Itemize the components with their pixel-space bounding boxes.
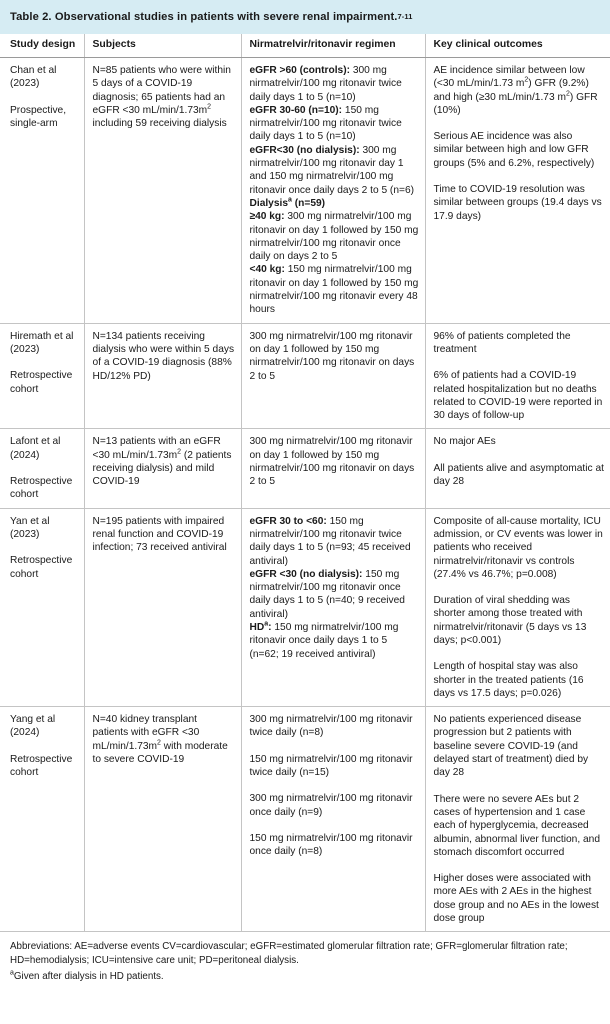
superscript: a bbox=[10, 969, 14, 977]
regimen-label: : bbox=[268, 621, 272, 633]
outcome-item: No major AEs bbox=[433, 436, 496, 448]
subjects-text: including 59 receiving dialysis bbox=[92, 118, 227, 130]
regimen-item bbox=[250, 64, 419, 104]
outcome-item: 96% of patients completed the treatment bbox=[433, 330, 571, 355]
subjects-text: N=85 patients who were within 5 days of a COVID-19 diagnosis; 65 patients had an eGFR <30 mL/min/1.73m bbox=[92, 65, 231, 116]
subjects-cell: N=195 patients with impaired renal function and COVID-19 infection; 73 received antiviral bbox=[84, 508, 241, 707]
regimen-label: eGFR <30 (no dialysis): bbox=[249, 568, 363, 580]
outcomes-cell bbox=[425, 707, 610, 932]
outcome-item: Composite of all-cause mortality, ICU admission, or CV events was lower in patients who received nirmatrelvir/ritonavir vs controls (27.4% vs 46.7%; p=0.008) bbox=[433, 515, 603, 580]
header-study-design: Study design bbox=[0, 34, 84, 58]
outcome-text: AE incidence similar between low (<30 mL/min/1.73 m bbox=[433, 65, 585, 90]
regimen-label: eGFR<30 (no dialysis): bbox=[249, 144, 360, 156]
table-footer bbox=[0, 932, 610, 983]
study-name: Lafont et al (2024) bbox=[10, 436, 61, 461]
regimen-label: eGFR 30 to <60: bbox=[249, 515, 327, 527]
header-subjects: Subjects bbox=[84, 34, 241, 58]
regimen-text: 300 mg nirmatrelvir/100 mg ritonavir on day 1 followed by 150 mg nirmatrelvir/100 mg ritonavir once daily on days 2 to 5 bbox=[249, 211, 419, 263]
outcome-item: Duration of viral shedding was shorter among those treated with nirmatrelvir/ritonavir (5 days vs 13 days; p<0.001) bbox=[433, 595, 587, 646]
header-outcomes: Key clinical outcomes bbox=[425, 34, 610, 58]
regimen-cell: 300 mg nirmatrelvir/100 mg ritonavir on day 1 followed by 150 mg nirmatrelvir/100 mg ritonavir on days 2 to 5 bbox=[241, 429, 425, 508]
regimen-item bbox=[250, 568, 419, 621]
regimen-item: 300 mg nirmatrelvir/100 mg ritonavir once daily (n=9) bbox=[249, 793, 413, 818]
subjects-text: with moderate to severe COVID-19 bbox=[92, 740, 228, 766]
regimen-item bbox=[250, 515, 419, 568]
header-regimen: Nirmatrelvir/ritonavir regimen bbox=[241, 34, 425, 58]
regimen-label: <40 kg: bbox=[249, 264, 285, 276]
superscript: 2 bbox=[565, 90, 570, 98]
studies-table bbox=[0, 34, 610, 932]
footnote-text: Given after dialysis in HD patients. bbox=[13, 971, 164, 983]
outcome-item bbox=[434, 64, 605, 117]
study-design-cell bbox=[0, 58, 84, 324]
regimen-label: HD bbox=[249, 621, 265, 633]
study-name: Yang et al (2024) bbox=[10, 714, 56, 739]
regimen-cell bbox=[241, 508, 425, 707]
regimen-text: 300 mg nirmatrelvir/100 mg ritonavir twice daily days 1 to 5 (n=10) bbox=[249, 65, 402, 103]
superscript: 2 bbox=[157, 739, 161, 747]
table-row bbox=[0, 707, 610, 932]
regimen-item bbox=[250, 144, 419, 197]
outcomes-cell bbox=[425, 429, 610, 508]
study-type: Retrospective cohort bbox=[10, 370, 73, 395]
regimen-label: ≥40 kg: bbox=[249, 211, 285, 223]
regimen-text: 150 mg nirmatrelvir/100 mg ritonavir on day 1 followed by 150 mg nirmatrelvir/100 mg ritonavir every 48 hours bbox=[249, 264, 419, 316]
regimen-item bbox=[250, 197, 419, 210]
regimen-item: 150 mg nirmatrelvir/100 mg ritonavir twice daily (n=15) bbox=[249, 753, 413, 779]
regimen-cell: 300 mg nirmatrelvir/100 mg ritonavir on day 1 followed by 150 mg nirmatrelvir/100 mg ritonavir on days 2 to 5 bbox=[241, 323, 425, 429]
subjects-text: (2 patients receiving dialysis) and mild COVID-19 bbox=[92, 449, 232, 488]
table-title: Table 2. Observational studies in patients with severe renal impairment. 7-11 bbox=[0, 0, 610, 34]
superscript: 2 bbox=[524, 76, 529, 84]
regimen-item: 300 mg nirmatrelvir/100 mg ritonavir twice daily (n=8) bbox=[249, 714, 413, 739]
regimen-item bbox=[250, 263, 419, 316]
header-row bbox=[0, 34, 610, 58]
outcome-text: ) GFR (10%) bbox=[433, 91, 598, 116]
outcome-item: There were no severe AEs but 2 cases of hypertension and 1 case each of hyperglycemia, decreased albumin, abnormal liver function, and stomach discomfort occurred bbox=[433, 793, 600, 858]
study-name: Hiremath et al (2023) bbox=[10, 330, 74, 355]
regimen-text: 150 mg nirmatrelvir/100 mg ritonavir once daily days 1 to 5 (n=62; 19 received antiviral) bbox=[249, 621, 399, 660]
regimen-label: eGFR 30-60 (n=10): bbox=[249, 104, 343, 116]
outcome-text: ) GFR (9.2%) and high (≥30 mL/min/1.73 m bbox=[433, 78, 589, 103]
study-design-cell bbox=[0, 508, 84, 707]
study-design-cell bbox=[0, 429, 84, 508]
table-title-text: Table 2. Observational studies in patients with severe renal impairment. bbox=[10, 11, 398, 23]
subjects-text: N=13 patients with an eGFR <30 mL/min/1.73m bbox=[92, 436, 221, 461]
subjects-cell: N=134 patients receiving dialysis who were within 5 days of a COVID-19 diagnosis (88% HD/12% PD) bbox=[84, 323, 241, 429]
study-type: Retrospective cohort bbox=[10, 753, 73, 779]
table-row bbox=[0, 429, 610, 508]
regimen-cell bbox=[241, 58, 425, 324]
study-design-cell bbox=[0, 323, 84, 429]
regimen-label: (n=59) bbox=[291, 197, 326, 209]
outcome-item: Length of hospital stay was also shorter in the treated patients (16 days vs 17.5 days; p=0.026) bbox=[433, 661, 584, 699]
regimen-cell bbox=[241, 707, 425, 932]
outcomes-cell bbox=[425, 58, 610, 324]
outcome-item: Higher doses were associated with more AEs with 2 AEs in the highest dose group and no AEs in the lowest dose group bbox=[433, 873, 599, 925]
study-name: Yan et al (2023) bbox=[10, 515, 50, 540]
study-type: Retrospective cohort bbox=[10, 555, 73, 580]
regimen-label: eGFR >60 (controls): bbox=[249, 65, 350, 76]
footnote bbox=[10, 970, 600, 983]
outcome-item: Time to COVID-19 resolution was similar between groups (19.4 days vs 17.9 days) bbox=[433, 184, 602, 222]
outcome-item: 6% of patients had a COVID-19 related hospitalization but no deaths related to COVID-19 were reported in 30 days of follow-up bbox=[433, 370, 603, 422]
table-row bbox=[0, 508, 610, 707]
regimen-item bbox=[250, 104, 419, 144]
outcomes-cell bbox=[425, 323, 610, 429]
table-row bbox=[0, 323, 610, 429]
study-name: Chan et al (2023) bbox=[10, 65, 57, 90]
outcome-item: Serious AE incidence was also similar between high and low GFR groups (5% and 6.2%, respectively) bbox=[433, 131, 595, 169]
subjects-cell bbox=[84, 707, 241, 932]
regimen-text: 150 mg nirmatrelvir/100 mg ritonavir twice daily days 1 to 5 (n=10) bbox=[249, 104, 402, 143]
abbreviations-note: Abbreviations: AE=adverse events CV=cardiovascular; eGFR=estimated glomerular filtration rate; GFR=glomerular filtration rate; HD=hemodialysis; ICU=intensive care unit; PD=peritoneal dialysis. bbox=[10, 941, 568, 966]
table-row bbox=[0, 58, 610, 324]
study-type: Prospective, single-arm bbox=[10, 104, 67, 129]
superscript: a bbox=[288, 196, 292, 204]
subjects-text: N=40 kidney transplant patients with eGFR <30 mL/min/1.73m bbox=[92, 714, 200, 752]
outcome-item: No patients experienced disease progression but 2 patients with baseline severe COVID-19 (and delayed start of treatment) died by day 28 bbox=[433, 714, 589, 779]
outcome-item: All patients alive and asymptomatic at day 28 bbox=[433, 462, 604, 488]
subjects-cell bbox=[84, 429, 241, 508]
regimen-item bbox=[250, 210, 419, 263]
regimen-text: 150 mg nirmatrelvir/100 mg ritonavir once daily days 1 to 5 (n=40; 9 received antiviral) bbox=[249, 568, 405, 620]
regimen-text: 300 mg nirmatrelvir/100 mg ritonavir day 1 and 150 mg nirmatrelvir/100 mg ritonavir once daily days 2 to 5 (n=6) bbox=[249, 144, 415, 196]
subjects-cell bbox=[84, 58, 241, 324]
regimen-item: 150 mg nirmatrelvir/100 mg ritonavir once daily (n=8) bbox=[249, 832, 413, 858]
regimen-text: 150 mg nirmatrelvir/100 mg ritonavir twice daily days 1 to 5 (n=93; 45 received antiviral) bbox=[249, 515, 411, 567]
superscript: a bbox=[264, 620, 269, 628]
regimen-label: Dialysis bbox=[249, 197, 289, 209]
superscript: 2 bbox=[177, 448, 182, 456]
outcomes-cell bbox=[425, 508, 610, 707]
study-type: Retrospective cohort bbox=[10, 476, 73, 501]
study-design-cell bbox=[0, 707, 84, 932]
regimen-item bbox=[250, 621, 419, 661]
superscript: 2 bbox=[207, 103, 212, 111]
